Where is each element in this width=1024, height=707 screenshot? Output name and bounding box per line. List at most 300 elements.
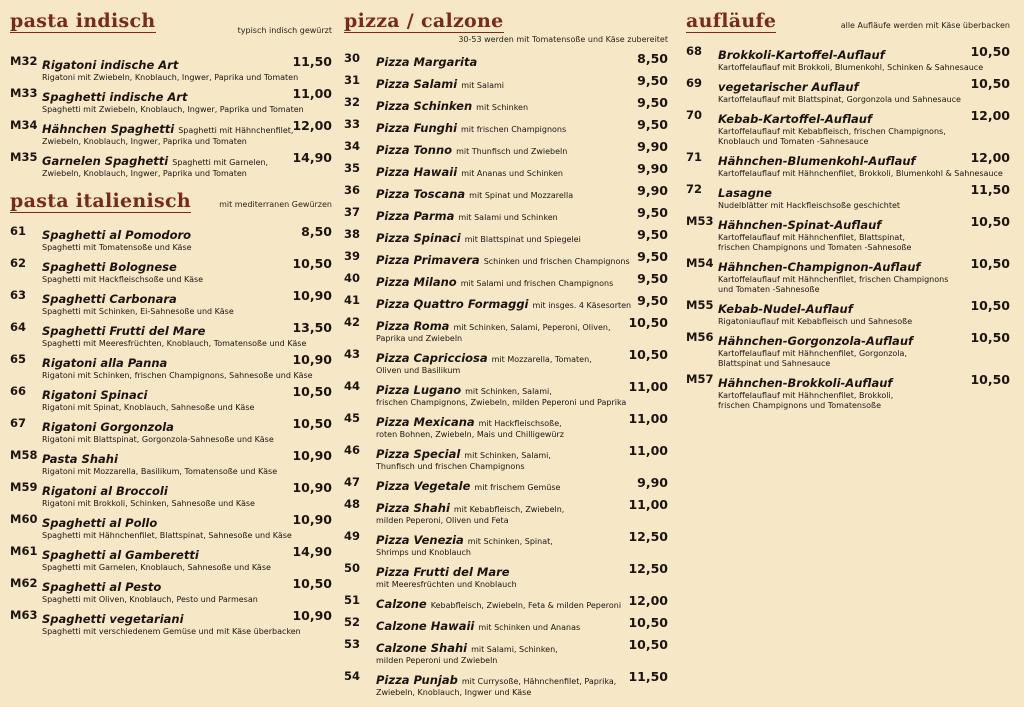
item-name-line bbox=[718, 298, 964, 317]
item-price: 10,90 bbox=[292, 448, 332, 463]
item-name-line bbox=[718, 214, 964, 233]
menu-item bbox=[686, 150, 1010, 182]
item-number: 40 bbox=[344, 271, 361, 285]
item-price: 13,50 bbox=[292, 320, 332, 335]
item-name-line bbox=[376, 475, 622, 494]
item-body bbox=[10, 384, 332, 413]
item-description-inline: mit Salami bbox=[461, 81, 505, 90]
item-body bbox=[344, 561, 668, 590]
item-name-line bbox=[376, 51, 622, 70]
item-body bbox=[344, 139, 668, 158]
item-number: M59 bbox=[10, 480, 38, 494]
item-description: milden Peperoni und Zwiebeln bbox=[376, 656, 498, 665]
menu-item bbox=[344, 51, 668, 73]
section-title: pizza / calzone bbox=[344, 10, 504, 32]
item-name: Spaghetti al Pollo bbox=[42, 516, 158, 530]
item-number: 67 bbox=[10, 416, 27, 430]
item-description: roten Bohnen, Zwiebeln, Mais und Chilligewürz bbox=[376, 430, 564, 439]
section-note: 30-53 werden mit Tomatensoße und Käse zubereitet bbox=[458, 35, 668, 44]
item-description: Kartoffelauflauf mit Hähnchenfilet, Brokkoli, bbox=[718, 391, 894, 400]
item-number: 70 bbox=[686, 108, 703, 122]
item-body bbox=[686, 150, 1010, 179]
item-price: 11,00 bbox=[628, 497, 668, 512]
item-name: Rigatoni Spinaci bbox=[42, 388, 148, 402]
item-name: Pizza Special bbox=[376, 447, 461, 461]
item-description: Spaghetti mit Schinken, Ei-Sahnesoße und Käse bbox=[42, 307, 234, 316]
menu-item bbox=[686, 372, 1010, 414]
item-price: 9,90 bbox=[637, 183, 668, 198]
item-body bbox=[686, 76, 1010, 105]
item-description: Zwiebeln, Knoblauch, Ingwer und Käse bbox=[376, 688, 532, 697]
menu-item bbox=[10, 576, 332, 608]
item-body bbox=[10, 576, 332, 605]
item-body bbox=[686, 330, 1010, 369]
item-name-line bbox=[42, 576, 286, 595]
item-body bbox=[10, 480, 332, 509]
item-body bbox=[344, 293, 668, 312]
item-price: 9,50 bbox=[637, 227, 668, 242]
item-body bbox=[344, 529, 668, 558]
item-name: Spaghetti Frutti del Mare bbox=[42, 324, 206, 338]
item-name: Hähnchen-Champignon-Auflauf bbox=[718, 260, 921, 274]
item-number: 44 bbox=[344, 379, 361, 393]
item-name: Pizza Salami bbox=[376, 77, 458, 91]
item-name-line bbox=[42, 288, 286, 307]
item-price: 9,50 bbox=[637, 117, 668, 132]
item-name-line bbox=[376, 139, 622, 158]
item-number: 30 bbox=[344, 51, 361, 65]
item-name: Spaghetti al Pesto bbox=[42, 580, 162, 594]
item-description: Oliven und Basilikum bbox=[376, 366, 461, 375]
item-description: Thunfisch und frischen Champignons bbox=[376, 462, 525, 471]
menu-item bbox=[10, 608, 332, 640]
item-description: Spaghetti mit Zwiebeln, Knoblauch, Ingwer, Paprika und Tomaten bbox=[42, 105, 304, 114]
item-name-line bbox=[376, 669, 622, 688]
item-price: 11,00 bbox=[628, 379, 668, 394]
item-name-line bbox=[42, 86, 286, 105]
item-description: Rigatoni mit Spinat, Knoblauch, Sahnesoße und Käse bbox=[42, 403, 255, 412]
item-body bbox=[10, 608, 332, 637]
item-body bbox=[344, 379, 668, 408]
item-name-line bbox=[42, 150, 286, 169]
menu-item bbox=[10, 118, 332, 150]
item-number: 66 bbox=[10, 384, 27, 398]
item-number: M62 bbox=[10, 576, 38, 590]
menu-item bbox=[344, 205, 668, 227]
item-body bbox=[686, 214, 1010, 253]
item-number: 33 bbox=[344, 117, 361, 131]
menu-item bbox=[344, 411, 668, 443]
item-price: 12,00 bbox=[292, 118, 332, 133]
menu-item bbox=[344, 161, 668, 183]
item-price: 10,90 bbox=[292, 288, 332, 303]
item-name-line bbox=[376, 205, 622, 224]
item-price: 12,50 bbox=[628, 529, 668, 544]
item-number: M55 bbox=[686, 298, 714, 312]
item-name-line bbox=[42, 448, 286, 467]
menu-item bbox=[10, 288, 332, 320]
column-pasta bbox=[10, 0, 332, 640]
item-description: Shrimps und Knoblauch bbox=[376, 548, 471, 557]
item-price: 9,50 bbox=[637, 271, 668, 286]
item-name: Brokkoli-Kartoffel-Auflauf bbox=[718, 48, 885, 62]
item-number: M33 bbox=[10, 86, 38, 100]
item-name: Pizza Shahi bbox=[376, 501, 450, 515]
item-number: 72 bbox=[686, 182, 703, 196]
item-body bbox=[10, 118, 332, 147]
item-name: Pizza Punjab bbox=[376, 673, 458, 687]
item-name-line bbox=[42, 384, 286, 403]
menu-item bbox=[344, 529, 668, 561]
section-title: aufläufe bbox=[686, 10, 777, 32]
item-price: 12,00 bbox=[970, 108, 1010, 123]
item-description: Zwiebeln, Knoblauch, Ingwer, Paprika und Tomaten bbox=[42, 137, 247, 146]
item-description-inline: mit Schinken, Salami, bbox=[464, 451, 551, 460]
menu-item bbox=[344, 117, 668, 139]
item-description-inline: mit Spinat und Mozzarella bbox=[469, 191, 574, 200]
item-body bbox=[686, 298, 1010, 327]
item-name-line bbox=[376, 593, 622, 612]
menu-item bbox=[344, 561, 668, 593]
item-body bbox=[10, 544, 332, 573]
item-name: Rigatoni al Broccoli bbox=[42, 484, 168, 498]
item-price: 10,50 bbox=[970, 214, 1010, 229]
item-description-inline: mit Schinken, Salami, bbox=[465, 387, 552, 396]
item-price: 9,90 bbox=[637, 475, 668, 490]
item-description: Spaghetti mit Oliven, Knoblauch, Pesto und Parmesan bbox=[42, 595, 258, 604]
item-body bbox=[344, 347, 668, 376]
item-name-line bbox=[718, 150, 964, 169]
item-number: 37 bbox=[344, 205, 361, 219]
menu-item bbox=[10, 320, 332, 352]
item-description-2: frischen Champignons und Tomaten -Sahnesoße bbox=[718, 243, 912, 252]
item-number: M53 bbox=[686, 214, 714, 228]
item-number: 42 bbox=[344, 315, 361, 329]
item-name-line bbox=[718, 44, 964, 63]
menu-list-pizza bbox=[344, 51, 668, 701]
item-description: Rigatoni mit Mozzarella, Basilikum, Tomatensoße und Käse bbox=[42, 467, 278, 476]
menu-item bbox=[344, 73, 668, 95]
item-description-inline: mit frischem Gemüse bbox=[474, 483, 561, 492]
item-number: 50 bbox=[344, 561, 361, 575]
item-name-line bbox=[42, 118, 294, 137]
item-price: 10,50 bbox=[292, 256, 332, 271]
menu-item bbox=[344, 183, 668, 205]
item-price: 11,50 bbox=[628, 669, 668, 684]
item-name-line bbox=[376, 379, 622, 398]
item-description: Rigatoni mit Zwiebeln, Knoblauch, Ingwer, Paprika und Tomaten bbox=[42, 73, 299, 82]
item-body bbox=[344, 51, 668, 70]
menu-item bbox=[10, 448, 332, 480]
section-header-auflaeufe bbox=[686, 0, 1010, 44]
item-name-line bbox=[42, 480, 286, 499]
item-body bbox=[344, 183, 668, 202]
item-name: Pizza Venezia bbox=[376, 533, 464, 547]
menu-list-auflaeufe bbox=[686, 44, 1010, 414]
item-description-2: Blattspinat und Sahnesauce bbox=[718, 359, 831, 368]
item-name: Pizza Margarita bbox=[376, 55, 478, 69]
item-name: Pizza Capricciosa bbox=[376, 351, 488, 365]
item-name-line bbox=[718, 256, 964, 275]
item-number: M58 bbox=[10, 448, 38, 462]
item-name-line bbox=[376, 161, 622, 180]
item-description-inline: mit Mozzarella, Tomaten, bbox=[491, 355, 592, 364]
menu-item bbox=[344, 379, 668, 411]
item-name-line bbox=[376, 529, 622, 548]
item-number: M54 bbox=[686, 256, 714, 270]
item-body bbox=[10, 150, 332, 179]
item-name: Pizza Hawaii bbox=[376, 165, 458, 179]
menu-item bbox=[344, 227, 668, 249]
item-number: 43 bbox=[344, 347, 361, 361]
item-price: 9,50 bbox=[637, 249, 668, 264]
item-name: Pizza Frutti del Mare bbox=[376, 565, 510, 579]
item-number: M60 bbox=[10, 512, 38, 526]
item-price: 10,50 bbox=[292, 576, 332, 591]
menu-item bbox=[344, 271, 668, 293]
item-name: Pasta Shahi bbox=[42, 452, 118, 466]
menu-item bbox=[344, 315, 668, 347]
item-body bbox=[686, 372, 1010, 411]
item-name-line bbox=[376, 271, 622, 290]
item-price: 14,90 bbox=[292, 150, 332, 165]
item-price: 10,50 bbox=[970, 372, 1010, 387]
item-body bbox=[10, 512, 332, 541]
menu-item bbox=[686, 256, 1010, 298]
item-description: Rigatoni mit Brokkoli, Schinken, Sahnesoße und Käse bbox=[42, 499, 255, 508]
item-number: 63 bbox=[10, 288, 27, 302]
item-price: 10,50 bbox=[292, 416, 332, 431]
item-number: 48 bbox=[344, 497, 361, 511]
item-body bbox=[10, 320, 332, 349]
item-body bbox=[344, 95, 668, 114]
item-price: 12,00 bbox=[970, 150, 1010, 165]
section-note: mit mediterranen Gewürzen bbox=[219, 200, 332, 209]
item-name: Pizza Lugano bbox=[376, 383, 462, 397]
item-number: 32 bbox=[344, 95, 361, 109]
menu-item bbox=[344, 593, 668, 615]
item-description: Spaghetti mit Hackfleischsoße und Käse bbox=[42, 275, 204, 284]
item-number: 31 bbox=[344, 73, 361, 87]
menu-item bbox=[10, 54, 332, 86]
item-name: Hähnchen-Brokkoli-Auflauf bbox=[718, 376, 893, 390]
item-description-inline: mit Schinken und Ananas bbox=[478, 623, 581, 632]
item-body bbox=[686, 182, 1010, 211]
item-name: Pizza Spinaci bbox=[376, 231, 461, 245]
item-number: 41 bbox=[344, 293, 361, 307]
item-description: Rigatoni mit Schinken, frischen Champignons, Sahnesoße und Käse bbox=[42, 371, 313, 380]
item-body bbox=[686, 44, 1010, 73]
item-number: M61 bbox=[10, 544, 38, 558]
item-number: M35 bbox=[10, 150, 38, 164]
item-name: Rigatoni alla Panna bbox=[42, 356, 168, 370]
item-body bbox=[10, 256, 332, 285]
item-name-line bbox=[376, 347, 622, 366]
item-body bbox=[344, 669, 668, 698]
item-description-inline: mit Schinken, Spinat, bbox=[467, 537, 553, 546]
item-number: 53 bbox=[344, 637, 361, 651]
item-name-line bbox=[42, 256, 286, 275]
item-name-line bbox=[42, 54, 286, 73]
section-title: pasta italienisch bbox=[10, 190, 192, 212]
item-number: 54 bbox=[344, 669, 361, 683]
item-number: M56 bbox=[686, 330, 714, 344]
item-name-line bbox=[42, 544, 286, 563]
menu-item bbox=[344, 293, 668, 315]
item-name: Rigatoni Gorgonzola bbox=[42, 420, 174, 434]
item-description: Rigatoni mit Blattspinat, Gorgonzola-Sahnesoße und Käse bbox=[42, 435, 274, 444]
item-number: 36 bbox=[344, 183, 361, 197]
item-description-inline: mit Salami und frischen Champignons bbox=[460, 279, 614, 288]
item-price: 10,50 bbox=[970, 76, 1010, 91]
menu-item bbox=[10, 480, 332, 512]
item-body bbox=[344, 227, 668, 246]
section-note: alle Aufläufe werden mit Käse überbacken bbox=[840, 21, 1010, 30]
menu-item bbox=[344, 637, 668, 669]
item-number: 51 bbox=[344, 593, 361, 607]
item-price: 10,50 bbox=[628, 347, 668, 362]
item-name-line bbox=[376, 315, 622, 334]
item-number: 61 bbox=[10, 224, 27, 238]
item-body bbox=[344, 249, 668, 268]
section-note: typisch indisch gewürzt bbox=[237, 26, 332, 35]
item-price: 10,90 bbox=[292, 512, 332, 527]
item-name: Pizza Schinken bbox=[376, 99, 473, 113]
item-price: 11,50 bbox=[970, 182, 1010, 197]
item-name: Spaghetti al Gamberetti bbox=[42, 548, 199, 562]
item-price: 9,50 bbox=[637, 95, 668, 110]
item-body bbox=[10, 352, 332, 381]
item-name: Pizza Tonno bbox=[376, 143, 453, 157]
item-body bbox=[10, 86, 332, 115]
menu-item bbox=[344, 249, 668, 271]
item-description-inline: mit Kebabfleisch, Zwiebeln, bbox=[453, 505, 565, 514]
item-number: 69 bbox=[686, 76, 703, 90]
item-name: Pizza Quattro Formaggi bbox=[376, 297, 529, 311]
item-description-2: Knoblauch und Tomaten -Sahnesauce bbox=[718, 137, 869, 146]
menu-item bbox=[10, 512, 332, 544]
item-description-inline: Spaghetti mit Hähnchenfilet, bbox=[178, 126, 294, 135]
item-number: M34 bbox=[10, 118, 38, 132]
menu-item bbox=[344, 669, 668, 701]
item-name-line bbox=[376, 561, 622, 580]
menu-item bbox=[10, 416, 332, 448]
item-price: 8,50 bbox=[637, 51, 668, 66]
item-name-line bbox=[376, 227, 622, 246]
item-number: 65 bbox=[10, 352, 27, 366]
item-name: Hähnchen-Spinat-Auflauf bbox=[718, 218, 882, 232]
item-name-line bbox=[376, 95, 622, 114]
menu-item bbox=[686, 76, 1010, 108]
item-number: 52 bbox=[344, 615, 361, 629]
section-title: pasta indisch bbox=[10, 10, 156, 32]
item-price: 10,90 bbox=[292, 608, 332, 623]
item-number: 62 bbox=[10, 256, 27, 270]
menu-item bbox=[686, 182, 1010, 214]
item-description: Kartoffelauflauf mit Hähnchenfilet, frischen Champignons bbox=[718, 275, 949, 284]
item-name: vegetarischer Auflauf bbox=[718, 80, 859, 94]
item-name: Spaghetti indische Art bbox=[42, 90, 188, 104]
menu-item bbox=[344, 347, 668, 379]
item-number: M57 bbox=[686, 372, 714, 386]
item-description: Kartoffelauflauf mit Hähnchenfilet, Blattspinat, bbox=[718, 233, 905, 242]
item-description-inline: mit Thunfisch und Zwiebeln bbox=[456, 147, 568, 156]
item-description-inline: Kebabfleisch, Zwiebeln, Feta & milden Peperoni bbox=[430, 601, 622, 610]
item-price: 8,50 bbox=[301, 224, 332, 239]
item-name-line bbox=[376, 615, 622, 634]
item-number: 46 bbox=[344, 443, 361, 457]
item-number: 35 bbox=[344, 161, 361, 175]
item-name-line bbox=[718, 330, 964, 349]
menu-item bbox=[344, 95, 668, 117]
item-description: Spaghetti mit Hähnchenfilet, Blattspinat, Sahnesoße und Käse bbox=[42, 531, 292, 540]
item-name-line bbox=[376, 411, 622, 430]
item-body bbox=[10, 224, 332, 253]
item-body bbox=[344, 161, 668, 180]
item-name: Lasagne bbox=[718, 186, 772, 200]
item-number: 47 bbox=[344, 475, 361, 489]
item-name-line bbox=[718, 182, 964, 201]
item-name: Pizza Milano bbox=[376, 275, 457, 289]
item-description-inline: mit insges. 4 Käsesorten bbox=[532, 301, 632, 310]
item-body bbox=[344, 117, 668, 136]
item-description: milden Peperoni, Oliven und Feta bbox=[376, 516, 509, 525]
menu-item bbox=[686, 108, 1010, 150]
item-price: 9,90 bbox=[637, 139, 668, 154]
item-name-line bbox=[42, 608, 286, 627]
item-description: Rigatoniauflauf mit Kebabfleisch und Sahnesoße bbox=[718, 317, 913, 326]
item-number: 71 bbox=[686, 150, 703, 164]
item-body bbox=[10, 54, 332, 83]
item-body bbox=[344, 593, 668, 612]
item-description-inline: mit Blattspinat und Spiegelei bbox=[464, 235, 581, 244]
menu-item bbox=[344, 615, 668, 637]
item-price: 12,50 bbox=[628, 561, 668, 576]
item-name: Pizza Primavera bbox=[376, 253, 480, 267]
column-pizza bbox=[344, 0, 668, 701]
item-description-inline: mit Schinken bbox=[476, 103, 529, 112]
item-name: Spaghetti Carbonara bbox=[42, 292, 177, 306]
item-description: Kartoffelauflauf mit Brokkoli, Blumenkohl, Schinken & Sahnesauce bbox=[718, 63, 984, 72]
item-name: Pizza Parma bbox=[376, 209, 455, 223]
menu-item bbox=[686, 298, 1010, 330]
section-header-pasta-italienisch bbox=[10, 184, 332, 224]
item-price: 10,50 bbox=[970, 298, 1010, 313]
item-number: 38 bbox=[344, 227, 361, 241]
item-name-line bbox=[42, 320, 286, 339]
item-body bbox=[344, 315, 668, 344]
item-description: Kartoffelauflauf mit Kebabfleisch, frischen Champignons, bbox=[718, 127, 946, 136]
item-description-inline: mit Currysoße, Hähnchenfilet, Paprika, bbox=[461, 677, 617, 686]
menu-item bbox=[344, 139, 668, 161]
item-description-inline: mit Schinken, Salami, Peperoni, Oliven, bbox=[453, 323, 611, 332]
item-name-line bbox=[376, 443, 622, 462]
item-body bbox=[344, 411, 668, 440]
item-description: Kartoffelauflauf mit Hähnchenfilet, Brokkoli, Blumenkohl & Sahnesauce bbox=[718, 169, 1003, 178]
item-number: 39 bbox=[344, 249, 361, 263]
item-description: Kartoffelauflauf mit Hähnchenfilet, Gorgonzola, bbox=[718, 349, 907, 358]
item-price: 9,90 bbox=[637, 161, 668, 176]
item-body bbox=[686, 108, 1010, 147]
item-body bbox=[344, 205, 668, 224]
item-number: M63 bbox=[10, 608, 38, 622]
section-header-pizza bbox=[344, 0, 668, 51]
item-price: 9,50 bbox=[637, 73, 668, 88]
item-name: Kebab-Kartoffel-Auflauf bbox=[718, 112, 872, 126]
item-price: 11,00 bbox=[628, 443, 668, 458]
menu-item bbox=[10, 86, 332, 118]
item-body bbox=[686, 256, 1010, 295]
